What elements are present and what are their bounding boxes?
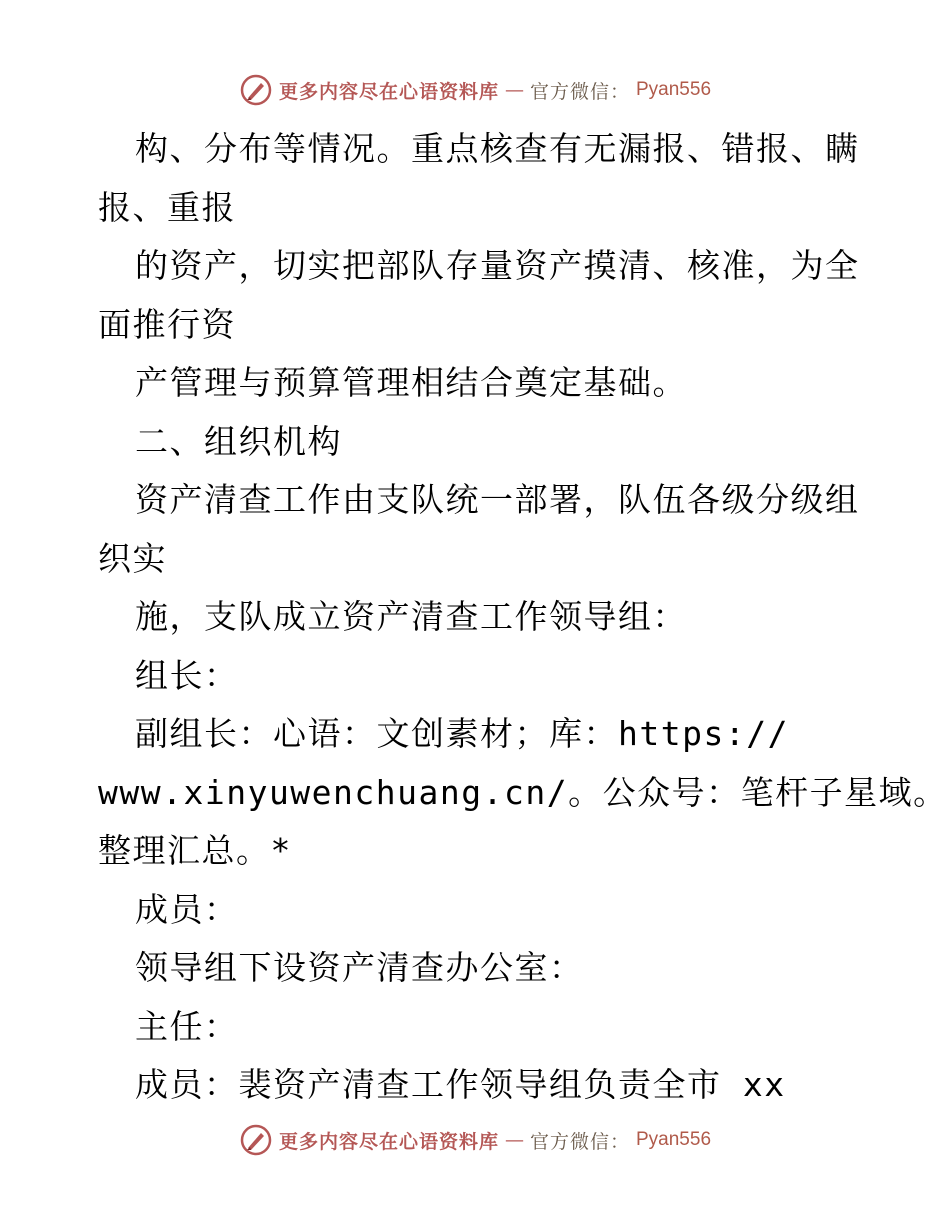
text-line: 构、分布等情况。重点核查有无漏报、错报、瞒 [135, 129, 860, 168]
text-line: 成员：裴资产清查工作领导组负责全市 xx [135, 1065, 786, 1104]
text-line: 报、重报 [98, 187, 236, 227]
text-line: 面推行资 [98, 304, 236, 344]
watermark-text: 更多内容尽在心语资料库 [278, 80, 499, 103]
text-line: 产管理与预算管理相结合奠定基础。 [135, 363, 687, 402]
document-body [98, 120, 948, 1115]
text-line: www.xinyuwenchuang.cn/。公众号：笔杆子星域。 [98, 772, 948, 812]
text-line: 资产清查工作由支队统一部署，队伍各级分级组 [135, 480, 860, 519]
watermark-dash: — [504, 79, 524, 101]
text-line: 领导组下设资产清查办公室： [135, 948, 584, 987]
pen-logo-icon [239, 73, 273, 107]
watermark-wechat-label: 官方微信： [529, 80, 630, 103]
footer-watermark [0, 1120, 950, 1160]
text-line: 主任： [135, 1006, 239, 1046]
watermark-wechat-label: 官方微信： [529, 1130, 630, 1153]
watermark-text: 更多内容尽在心语资料库 [278, 1130, 499, 1153]
text-line: 二、组织机构 [135, 421, 342, 461]
text-line: 施，支队成立资产清查工作领导组： [135, 597, 687, 636]
header-watermark [0, 70, 950, 110]
pen-logo-icon [239, 1123, 273, 1157]
text-line: 整理汇总。* [98, 831, 292, 870]
text-line: 组长： [135, 655, 239, 695]
watermark-dash: — [504, 1129, 524, 1151]
text-line: 成员： [135, 889, 239, 929]
watermark-wechat-id: Pyan556 [636, 1129, 712, 1150]
watermark-wechat-id: Pyan556 [636, 79, 712, 100]
text-line: 织实 [98, 538, 167, 578]
text-line: 副组长：心语：文创素材；库：https:// [135, 714, 789, 753]
text-line: 的资产，切实把部队存量资产摸清、核准，为全 [135, 246, 860, 285]
